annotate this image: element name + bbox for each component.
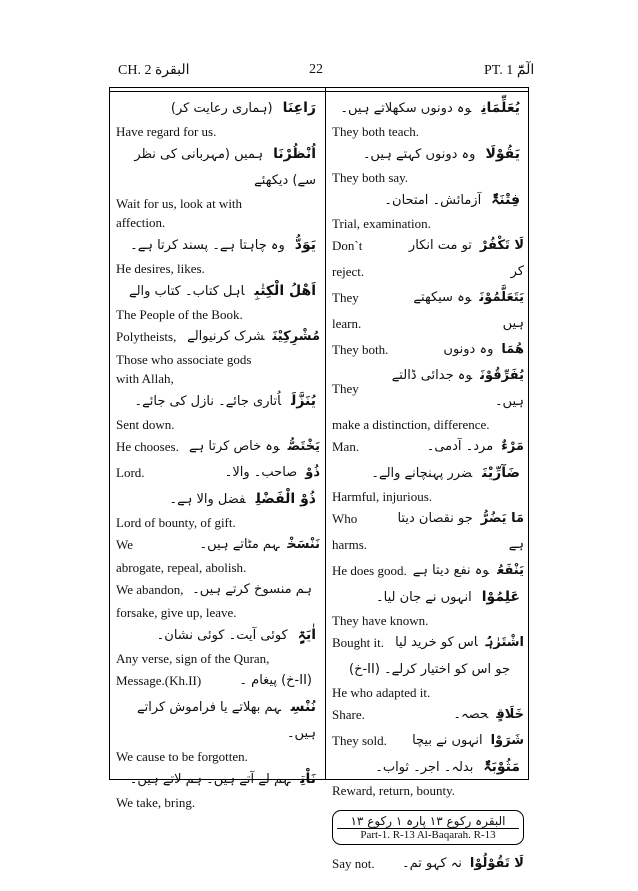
urdu-meaning: تو مت انکار کر [408, 238, 524, 279]
english-line: They both say. [332, 170, 409, 185]
urdu-line [332, 187, 524, 214]
urdu-gloss [200, 532, 320, 558]
english-line: They have known. [332, 613, 429, 628]
urdu-gloss [189, 434, 320, 460]
english-gloss: They learn. [332, 290, 362, 331]
english-line: The People of the Book. [116, 307, 243, 322]
urdu-meaning: ہم لے آتے ہیں۔ ہم لاتے ہیں۔ [129, 772, 291, 787]
english-line: Sent down. [116, 417, 175, 432]
urdu-meaning: ہم مٹاتے ہیں۔ [199, 537, 280, 552]
chapter-label: CH. 2 البقرة [118, 63, 190, 78]
page-number: 22 [309, 62, 323, 77]
english-gloss: Who harms. [332, 511, 368, 552]
urdu-meaning: وہ چاہتا ہے۔ پسند کرتا ہے۔ [130, 238, 285, 253]
english-gloss: They sold. [332, 733, 387, 748]
urdu-gloss [427, 434, 524, 460]
urdu-gloss [390, 506, 524, 558]
urdu-meaning: اہل کتاب۔ کتاب والے [128, 284, 245, 299]
glossary-entry [116, 668, 320, 694]
stamp-english: Part-1. R-13 Al-Baqarah. R-13 [337, 828, 519, 841]
english-gloss: Don`t reject. [332, 238, 365, 279]
arabic-term: یُفَرِّقُوْنَ [480, 368, 524, 383]
column-divider [325, 87, 326, 780]
arabic-term: مَرْءٌ [501, 439, 524, 454]
urdu-gloss [453, 702, 524, 728]
urdu-meaning: جو اس کو اختیار کرلے۔ (II-خ) [349, 662, 510, 677]
ruku-stamp [332, 810, 524, 845]
english-line: forsake, give up, leave. [116, 605, 237, 620]
urdu-gloss [239, 668, 320, 694]
english-line: Have regard for us. [116, 124, 217, 139]
english-gloss: Say not. [332, 856, 375, 871]
arabic-term: یُنَزَّلَ [291, 393, 316, 409]
english-gloss: He chooses. [116, 439, 179, 454]
english-line: He desires, likes. [116, 261, 205, 276]
arabic-term: اَھْلُ الْکِتٰبِ [254, 283, 316, 299]
english-line: They both teach. [332, 124, 419, 139]
urdu-gloss [192, 577, 320, 603]
urdu-meaning: بدلہ۔ اجر۔ ثواب۔ [375, 760, 474, 775]
arabic-term: شَرَوْا [490, 733, 524, 748]
left-column [116, 95, 320, 812]
urdu-line [332, 656, 524, 683]
urdu-meaning: انہوں نے بیچا [412, 733, 483, 748]
arabic-term: یَوَدُّ [294, 237, 316, 253]
english-gloss: We [116, 537, 133, 552]
urdu-meaning: شرک کرنیوالے [187, 329, 265, 344]
urdu-meaning: ہمیں (مہربانی کی نظر سے) دیکھئے [134, 147, 316, 188]
english-gloss: We abandon, [116, 582, 184, 597]
urdu-meaning: صاحب۔ والا۔ [224, 465, 298, 480]
urdu-gloss [390, 285, 524, 337]
arabic-term: مُشْرِکِیْنَ [272, 329, 320, 344]
urdu-meaning: اس کو خرید لیا [395, 635, 478, 650]
urdu-meaning: حصہ۔ [453, 707, 489, 722]
urdu-gloss [396, 233, 524, 285]
arabic-term: یُعَلِّمَانِ [481, 100, 520, 116]
english-line: Those who associate gods [116, 352, 252, 367]
arabic-term: لَا تَکْفُرْ [479, 238, 524, 253]
english-line: Lord of bounty, of gift. [116, 515, 236, 530]
glossary-entry [332, 337, 524, 363]
glossary-entry [332, 630, 524, 656]
urdu-line [332, 460, 524, 487]
urdu-line [116, 388, 320, 415]
urdu-meaning: انہوں نے جان لیا۔ [376, 590, 472, 605]
arabic-term: یَخْتَصُّ [287, 439, 320, 454]
english-line: We take, bring. [116, 795, 196, 810]
arabic-term: مَا یَضُرُّ [480, 511, 524, 526]
arabic-term: یَنْفَعُ [497, 563, 524, 578]
urdu-meaning: وہ دونوں [443, 342, 494, 357]
english-gloss: Bought it. [332, 635, 385, 650]
arabic-term: لَا تَقُوْلُوْا [469, 856, 524, 871]
urdu-meaning: وہ سیکھتے ہیں [413, 290, 524, 331]
arabic-term: نُنْسِ [290, 699, 316, 715]
urdu-gloss [413, 558, 524, 584]
glossary-entry [332, 702, 524, 728]
glossary-entry [332, 728, 524, 754]
glossary-entry [116, 532, 320, 558]
english-line: We cause to be forgotten. [116, 749, 248, 764]
english-gloss: Message.(Kh.II) [116, 673, 202, 688]
urdu-meaning: وہ دونوں سکھلاتے ہیں۔ [340, 101, 472, 116]
urdu-line [116, 278, 320, 305]
arabic-term: اٰیَۃٍ [297, 627, 316, 643]
english-gloss: They both. [332, 342, 389, 357]
english-line: Harmful, injurious. [332, 489, 433, 504]
urdu-meaning: وہ نفع دیتا ہے [412, 563, 490, 578]
urdu-line [116, 141, 320, 194]
urdu-meaning: ضرر پہنچانے والے۔ [371, 466, 473, 481]
urdu-line [116, 95, 320, 122]
arabic-term: نَاْتِ [300, 771, 316, 787]
urdu-meaning: وہ خاص کرتا ہے [189, 439, 280, 454]
urdu-meaning: جو نقصان دیتا ہے [397, 511, 524, 552]
english-gloss: They [332, 381, 359, 396]
arabic-term: عَلِمُوْا [481, 589, 520, 605]
urdu-line [116, 486, 320, 513]
arabic-term: ذُوْ الْفَضْلِ [255, 491, 316, 507]
english-gloss: Man. [332, 439, 360, 454]
urdu-line [332, 584, 524, 611]
english-gloss: Share. [332, 707, 365, 722]
english-line: make a distinction, difference. [332, 417, 490, 432]
english-gloss: Polytheists, [116, 329, 177, 344]
glossary-entry [332, 233, 524, 285]
english-line: affection. [116, 215, 166, 230]
urdu-meaning: وہ دونوں کہتے ہیں۔ [362, 147, 476, 162]
urdu-meaning: وہ جدائی ڈالتے ہیں۔ [391, 368, 524, 409]
urdu-meaning: ہم منسوخ کرتے ہیں۔ [192, 582, 312, 597]
urdu-meaning: آزمائش۔ امتحان۔ [384, 193, 482, 208]
glossary-entry [116, 324, 320, 350]
urdu-line [332, 95, 524, 122]
glossary-entry [116, 434, 320, 460]
urdu-gloss [395, 630, 524, 656]
arabic-term: اُنْظُرْنَا [273, 146, 316, 162]
glossary-entry [332, 363, 524, 415]
urdu-meaning: (II-خ) پیغام ۔ [239, 673, 312, 688]
arabic-term: خَلَاقٍ [496, 707, 524, 722]
right-entries [332, 95, 524, 800]
glossary-entry [332, 285, 524, 337]
english-gloss: Lord. [116, 465, 145, 480]
urdu-line [116, 694, 320, 747]
english-line: abrogate, repeal, abolish. [116, 560, 247, 575]
arabic-term: یَتَعَلَّمُوْنَ [479, 290, 524, 305]
urdu-line [332, 141, 524, 168]
english-line: with Allah, [116, 371, 174, 386]
english-line: Any verse, sign of the Quran, [116, 651, 270, 666]
arabic-term: ضَآرِّیْنَ [482, 465, 520, 481]
urdu-meaning: (ہماری رعایت کر) [170, 101, 273, 116]
english-gloss: He does good. [332, 563, 407, 578]
arabic-term: ھُمَا [501, 342, 524, 357]
arabic-term: اشْتَرٰہُ [485, 635, 524, 650]
urdu-line [332, 754, 524, 781]
urdu-meaning: اُتاری جائے۔ نازل کی جائے۔ [134, 394, 282, 409]
urdu-gloss [443, 337, 524, 363]
urdu-meaning: فضل والا ہے۔ [169, 492, 246, 507]
urdu-line [116, 766, 320, 793]
urdu-meaning: ہم بھلاتے یا فراموش کراتے ہیں۔ [137, 700, 316, 741]
glossary-entry [116, 577, 320, 603]
urdu-gloss [359, 363, 524, 415]
urdu-meaning: نہ کہو تم۔ [401, 856, 462, 871]
arabic-term: نَنْسَخْ [287, 537, 320, 552]
urdu-meaning: کوئی آیت۔ کوئی نشان۔ [156, 628, 288, 643]
glossary-entry [332, 506, 524, 558]
glossary-entry [332, 851, 524, 877]
glossary-entry [332, 434, 524, 460]
arabic-term: رَاعِنَا [282, 100, 316, 116]
urdu-gloss [402, 851, 524, 877]
english-line: Wait for us, look at with [116, 196, 243, 211]
stamp-urdu: البقرہ رکوع ۱۳ پارہ ۱ رکوع ۱۳ [350, 814, 506, 828]
arabic-term: فِتْنَۃٌ [491, 192, 520, 208]
english-line: He who adapted it. [332, 685, 431, 700]
arabic-term: ذُوْ [305, 465, 320, 480]
part-label: PT. 1 الٓمّٓ [484, 63, 535, 78]
glossary-entry [116, 460, 320, 486]
right-column [332, 95, 524, 877]
arabic-term: یَقُوْلَا [485, 146, 520, 162]
english-line: Trial, examination. [332, 216, 431, 231]
urdu-line [116, 622, 320, 649]
english-line: Reward, return, bounty. [332, 783, 455, 798]
urdu-line [116, 232, 320, 259]
glossary-entry [332, 558, 524, 584]
arabic-term: مَثُوْبَۃٌ [483, 759, 520, 775]
urdu-gloss [412, 728, 524, 754]
urdu-gloss [225, 460, 320, 486]
urdu-gloss [187, 324, 320, 350]
urdu-meaning: مرد۔ آدمی۔ [426, 439, 494, 454]
